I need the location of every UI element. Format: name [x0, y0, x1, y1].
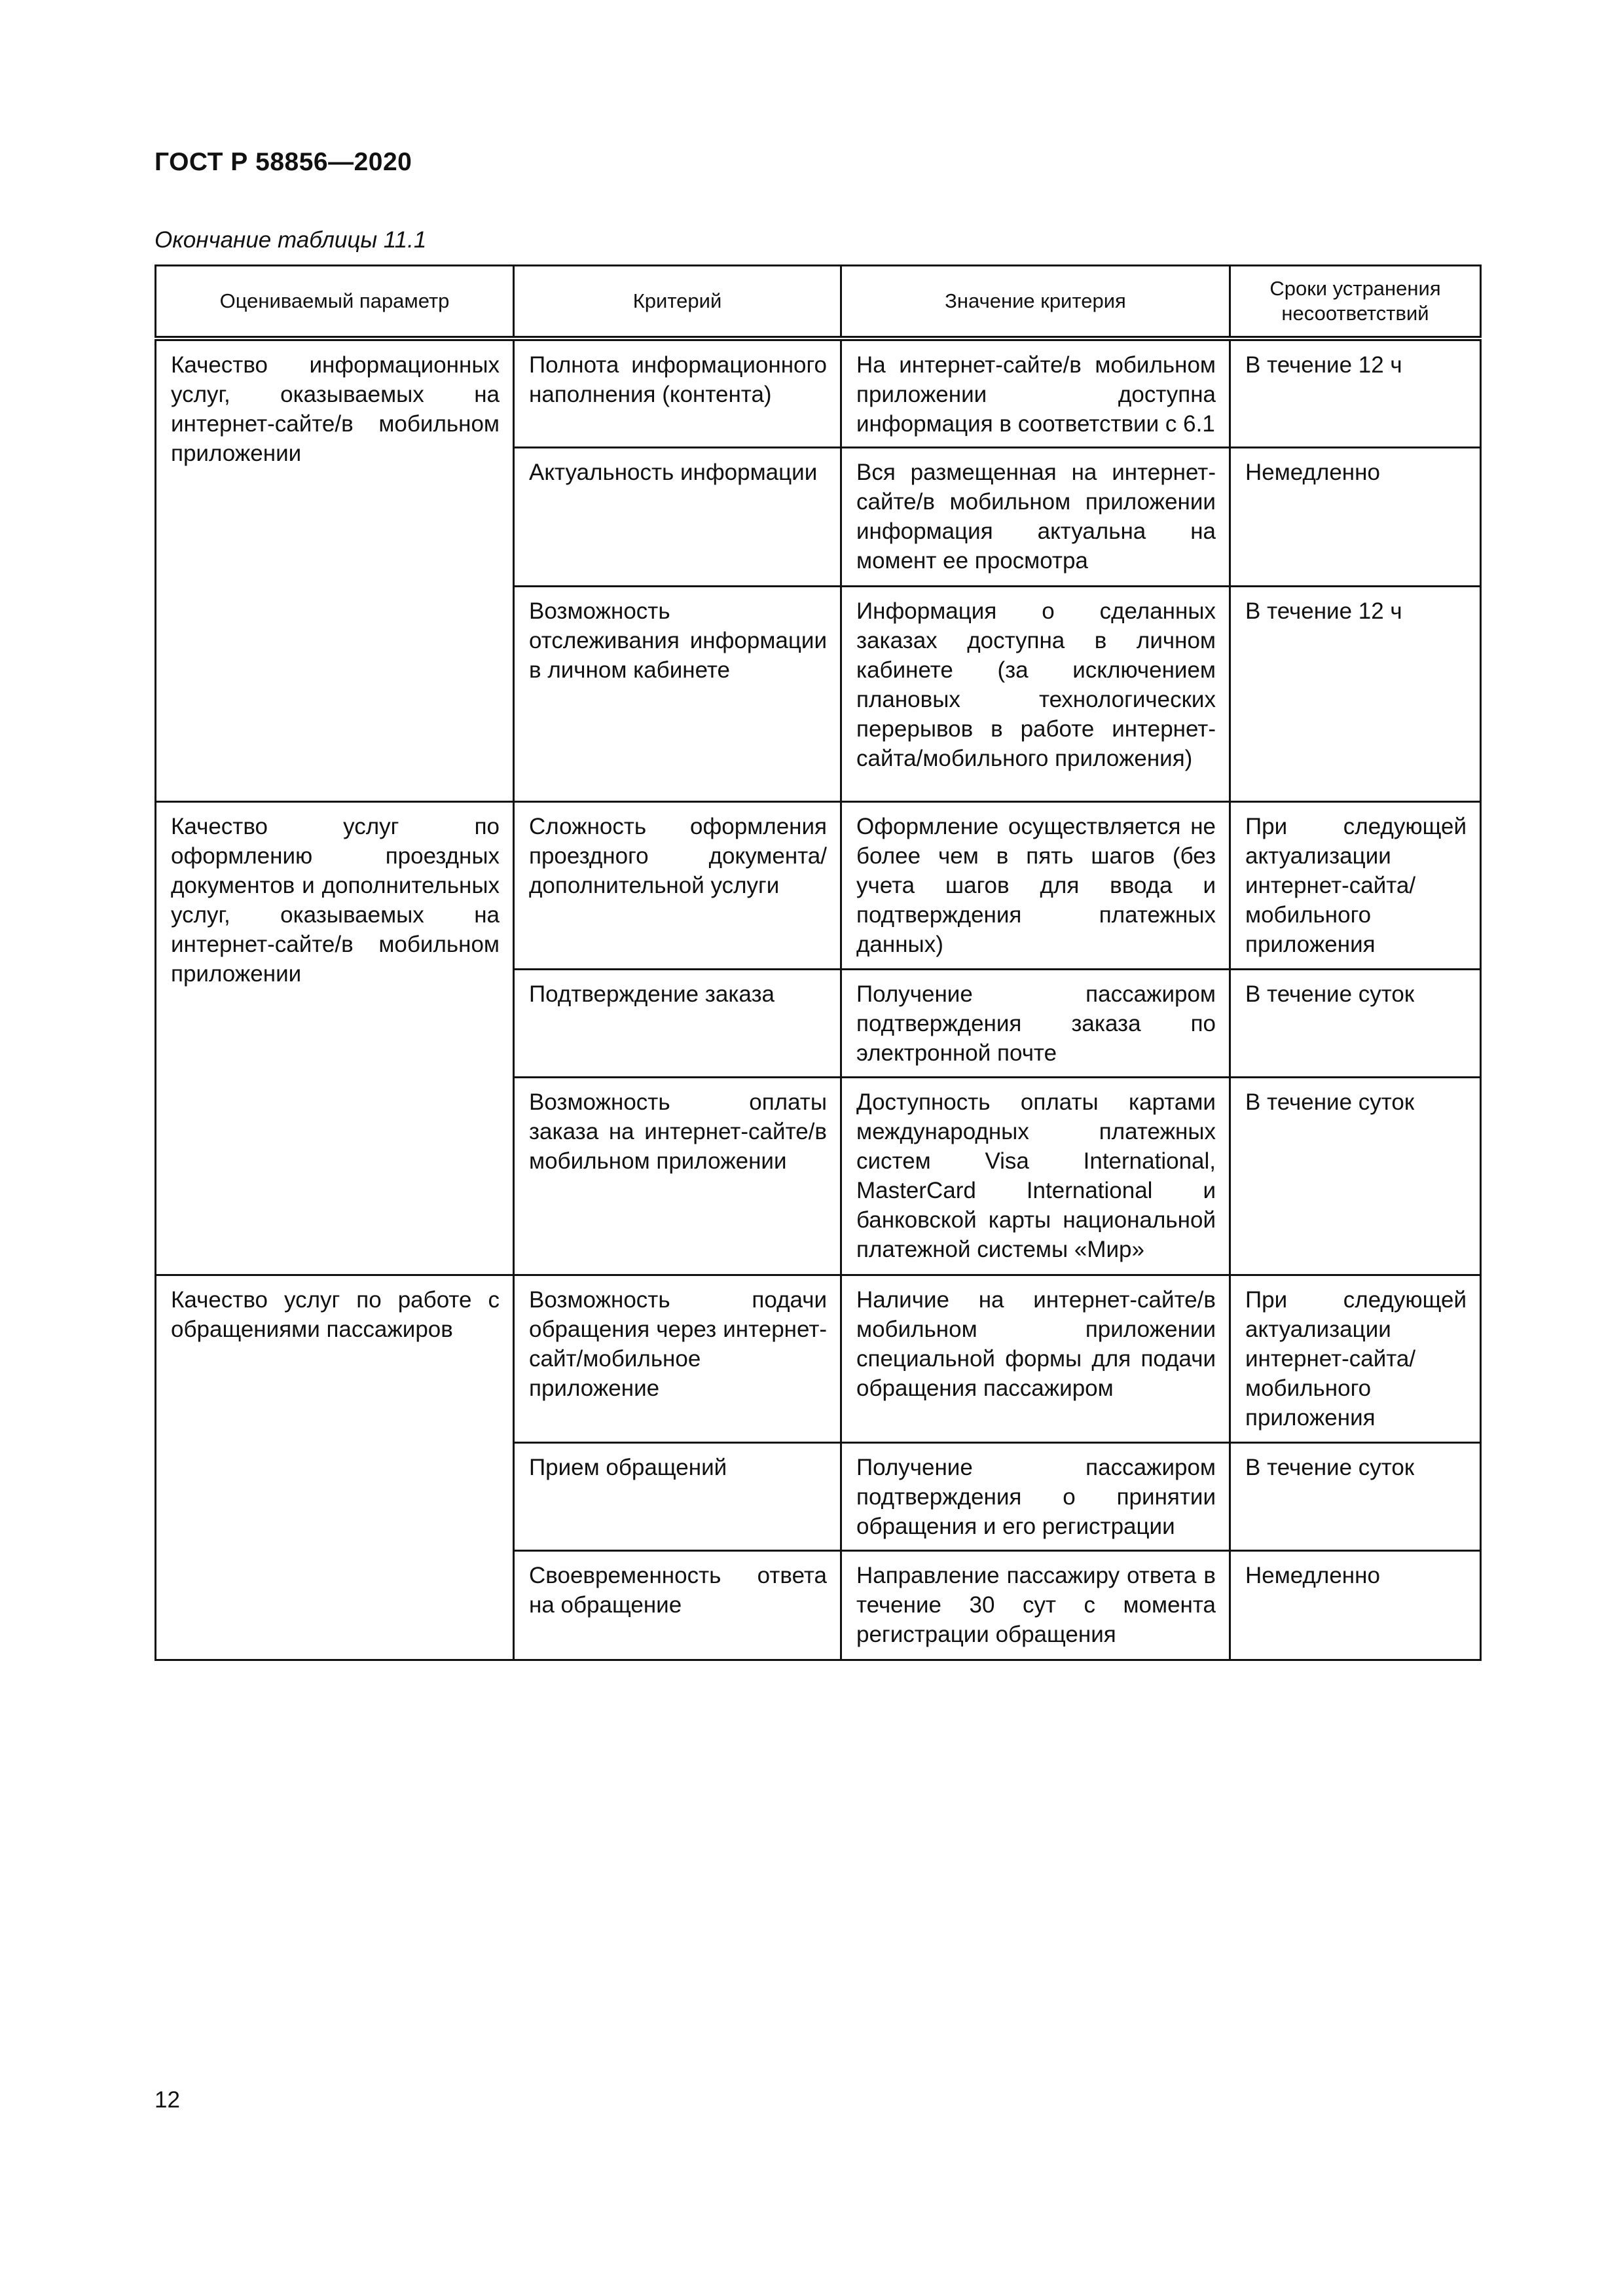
- value-cell: Доступность оплаты картами международных платежных систем Visa International, MasterCard International и банковской карты национальной платежной системы «Мир»: [841, 1078, 1230, 1275]
- table-header-row: [156, 266, 1481, 338]
- value-cell: Информация о сделанных заказах доступна в личном кабинете (за исключением плановых технологических перерывов в работе интернет-сайта/мобильного приложения): [841, 587, 1230, 802]
- value-cell: Вся размещенная на интернет-сайте/в мобильном приложении информация актуальна на момент ее просмотра: [841, 448, 1230, 587]
- table-row: [156, 802, 1481, 970]
- column-header-parameter: Оцениваемый параметр: [156, 266, 514, 338]
- criterion-cell: Возможность оплаты заказа на интернет-сайте/в мобильном приложении: [514, 1078, 841, 1275]
- value-cell: Направление пассажиру ответа в течение 30 сут с момента регистрации обращения: [841, 1551, 1230, 1660]
- deadline-cell: Немедленно: [1230, 448, 1481, 587]
- criterion-cell: Своевременность ответа на обращение: [514, 1551, 841, 1660]
- table-row: [156, 338, 1481, 448]
- deadline-cell: В течение 12 ч: [1230, 338, 1481, 448]
- criterion-cell: Прием обращений: [514, 1443, 841, 1551]
- deadline-cell: В течение 12 ч: [1230, 587, 1481, 802]
- deadline-cell: При следующей актуализации интернет-сайта/мобильного приложения: [1230, 1275, 1481, 1443]
- criterion-cell: Сложность оформления проездного документа/ дополнительной услуги: [514, 802, 841, 970]
- parameter-cell: Качество информационных услуг, оказываемых на интернет-сайте/в мобильном приложении: [156, 338, 514, 802]
- criterion-cell: Актуальность информации: [514, 448, 841, 587]
- parameter-cell: Качество услуг по оформлению проездных документов и дополнительных услуг, оказываемых на интернет-сайте/в мобильном приложении: [156, 802, 514, 1275]
- deadline-cell: В течение суток: [1230, 970, 1481, 1078]
- table-row: [156, 1275, 1481, 1443]
- deadline-cell: В течение суток: [1230, 1078, 1481, 1275]
- page-number: 12: [155, 2087, 180, 2113]
- criterion-cell: Возможность отслеживания информации в личном кабинете: [514, 587, 841, 802]
- deadline-cell: Немедленно: [1230, 1551, 1481, 1660]
- value-cell: Получение пассажиром подтверждения заказа по электронной почте: [841, 970, 1230, 1078]
- criteria-table: [155, 264, 1482, 1661]
- criterion-cell: Полнота информационного наполнения (контента): [514, 338, 841, 448]
- column-header-criterion: Критерий: [514, 266, 841, 338]
- deadline-cell: В течение суток: [1230, 1443, 1481, 1551]
- column-header-value: Значение критерия: [841, 266, 1230, 338]
- criterion-cell: Подтверждение заказа: [514, 970, 841, 1078]
- value-cell: Получение пассажиром подтверждения о принятии обращения и его регистрации: [841, 1443, 1230, 1551]
- criterion-cell: Возможность подачи обращения через интернет-сайт/мобильное приложение: [514, 1275, 841, 1443]
- value-cell: На интернет-сайте/в мобильном приложении доступна информация в соответствии с 6.1: [841, 338, 1230, 448]
- deadline-cell: При следующей актуализации интернет-сайта/мобильного приложения: [1230, 802, 1481, 970]
- document-code: ГОСТ Р 58856—2020: [155, 148, 412, 176]
- value-cell: Оформление осуществляется не более чем в пять шагов (без учета шагов для ввода и подтверждения платежных данных): [841, 802, 1230, 970]
- value-cell: Наличие на интернет-сайте/в мобильном приложении специальной формы для подачи обращения пассажиром: [841, 1275, 1230, 1443]
- column-header-deadline: Сроки устранения несоответствий: [1230, 266, 1481, 338]
- table-caption: Окончание таблицы 11.1: [155, 227, 427, 253]
- parameter-cell: Качество услуг по работе с обращениями пассажиров: [156, 1275, 514, 1660]
